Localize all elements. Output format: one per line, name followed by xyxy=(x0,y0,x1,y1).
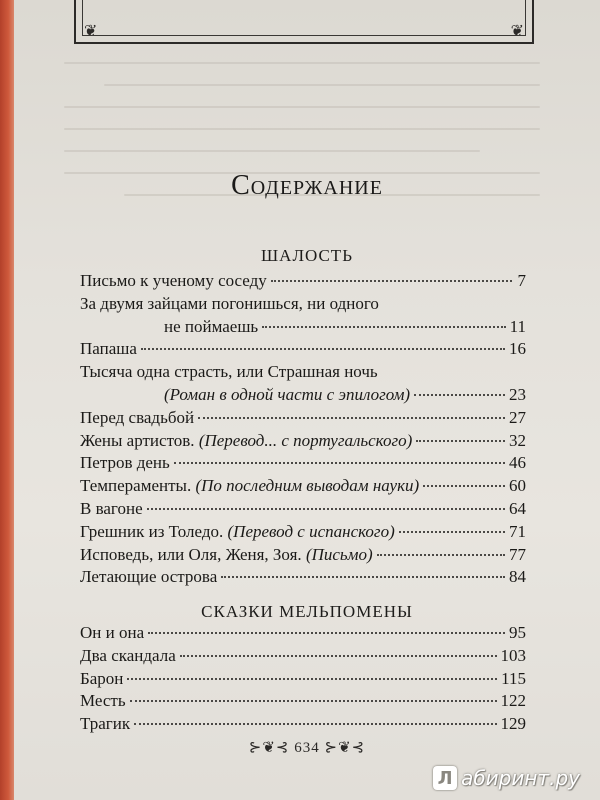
leader-dots xyxy=(414,393,505,396)
toc-entry-title: Папаша xyxy=(80,339,137,359)
toc-page-number: 95 xyxy=(509,623,526,642)
toc-entry[interactable] xyxy=(80,452,526,475)
ornament-right-icon: ❦ xyxy=(510,23,524,40)
toc-entry-title: За двумя зайцами погонишься, ни одного xyxy=(80,293,379,313)
book-page xyxy=(14,0,600,800)
leader-dots xyxy=(221,575,505,578)
leader-dots xyxy=(130,699,497,702)
toc-entry-title: Он и она xyxy=(80,623,145,642)
toc-entry-title: Жены артистов. xyxy=(80,430,195,450)
toc-entry-title: Два скандала xyxy=(80,645,176,665)
footer-ornament-right-icon: ⊱❦⊰ xyxy=(324,740,366,756)
toc-page-number: 32 xyxy=(509,430,526,450)
leader-dots xyxy=(180,654,497,657)
toc-entry-title: Исповедь, или Оля, Женя, Зоя. xyxy=(80,544,302,564)
toc-entry-title: Петров день xyxy=(80,453,170,473)
page-footer xyxy=(14,738,600,757)
toc-entry-title: Письмо к ученому соседу xyxy=(80,271,267,290)
leader-dots xyxy=(134,722,496,725)
leader-dots xyxy=(423,484,505,487)
toc-page-number: 7 xyxy=(517,271,526,290)
leader-dots xyxy=(148,631,505,634)
leader-dots xyxy=(127,677,497,680)
toc-entry-title: Летающие острова xyxy=(80,567,218,587)
toc-entry-title: Темпераменты. xyxy=(80,476,192,496)
toc-page-number: 60 xyxy=(509,476,526,496)
leader-dots xyxy=(147,507,505,510)
leader-dots xyxy=(377,553,505,556)
toc-entry[interactable] xyxy=(80,498,526,521)
toc-list xyxy=(80,622,526,736)
toc-entry-continuation[interactable] xyxy=(80,384,526,407)
toc-entry[interactable] xyxy=(80,566,526,589)
toc-entry-title: Тысяча одна страсть, или Страшная ночь xyxy=(80,362,378,382)
toc-entry[interactable] xyxy=(80,713,526,736)
toc-entry[interactable] xyxy=(80,544,526,567)
labirint-watermark xyxy=(433,766,580,790)
toc-entry-subtitle: (Письмо) xyxy=(305,544,373,564)
toc-page-number: 46 xyxy=(509,453,526,473)
labirint-logo-icon: Л xyxy=(433,766,457,790)
toc-entry-title: Грешник из Толедо. xyxy=(80,521,224,541)
toc-entry-subtitle: (Перевод... с португальского) xyxy=(198,430,413,450)
toc-entry-title: Месть xyxy=(80,691,126,711)
toc-page-number: 84 xyxy=(509,567,526,587)
watermark-text: абиринт.ру xyxy=(461,766,580,790)
toc-entry[interactable] xyxy=(80,361,526,384)
leader-dots xyxy=(271,279,512,282)
toc-entry-title-cont: не поймаешь xyxy=(164,316,259,336)
leader-dots xyxy=(174,461,505,464)
toc-page-number: 71 xyxy=(509,521,526,541)
toc-entry-subtitle: (Роман в одной части с эпилогом) xyxy=(164,384,411,404)
toc-entry[interactable] xyxy=(80,430,526,453)
leader-dots xyxy=(141,347,505,350)
toc-page-number: 122 xyxy=(500,691,526,711)
page-title: Содержание xyxy=(231,170,383,201)
toc-entry[interactable] xyxy=(80,521,526,544)
toc-page-number: 77 xyxy=(509,544,526,564)
toc-page-number: 103 xyxy=(500,645,526,665)
toc-page-number: 64 xyxy=(509,498,526,518)
section-heading: ШАЛОСТЬ xyxy=(261,246,353,265)
toc-entry-title: Перед свадьбой xyxy=(80,407,195,427)
leader-dots xyxy=(198,416,505,419)
book-spine-edge xyxy=(0,0,14,800)
page-number: 634 xyxy=(294,740,320,756)
toc-entry[interactable] xyxy=(80,645,526,668)
leader-dots xyxy=(262,325,505,328)
toc-entry-continuation[interactable] xyxy=(80,316,526,339)
toc-entry[interactable] xyxy=(80,622,526,645)
toc-entry[interactable] xyxy=(80,293,526,316)
toc-page-number: 115 xyxy=(501,668,526,688)
toc-entry[interactable] xyxy=(80,668,526,691)
toc-entry[interactable] xyxy=(80,690,526,713)
toc-entry[interactable] xyxy=(80,407,526,430)
toc-page-number: 23 xyxy=(509,384,526,404)
toc-page-number: 11 xyxy=(509,316,526,336)
section-heading: СКАЗКИ МЕЛЬПОМЕНЫ xyxy=(201,602,413,621)
toc-page-number: 129 xyxy=(500,714,526,734)
toc-entry-subtitle: (По последним выводам науки) xyxy=(195,476,420,496)
toc-page-number: 27 xyxy=(509,407,526,427)
toc-page-number: 16 xyxy=(509,339,526,359)
ornament-left-icon: ❦ xyxy=(84,23,98,40)
toc-entry[interactable] xyxy=(80,270,526,293)
leader-dots xyxy=(416,439,505,442)
toc-entry[interactable] xyxy=(80,475,526,498)
toc-entry-title: В вагоне xyxy=(80,498,143,518)
toc-entry-subtitle: (Перевод с испанского) xyxy=(227,521,395,541)
header-ornament-frame xyxy=(74,0,534,44)
toc-entry[interactable] xyxy=(80,338,526,361)
leader-dots xyxy=(399,530,505,533)
toc-list xyxy=(80,270,526,589)
toc-entry-title: Барон xyxy=(80,668,124,688)
toc-entry-title: Трагик xyxy=(80,714,131,734)
footer-ornament-left-icon: ⊱❦⊰ xyxy=(248,740,290,756)
